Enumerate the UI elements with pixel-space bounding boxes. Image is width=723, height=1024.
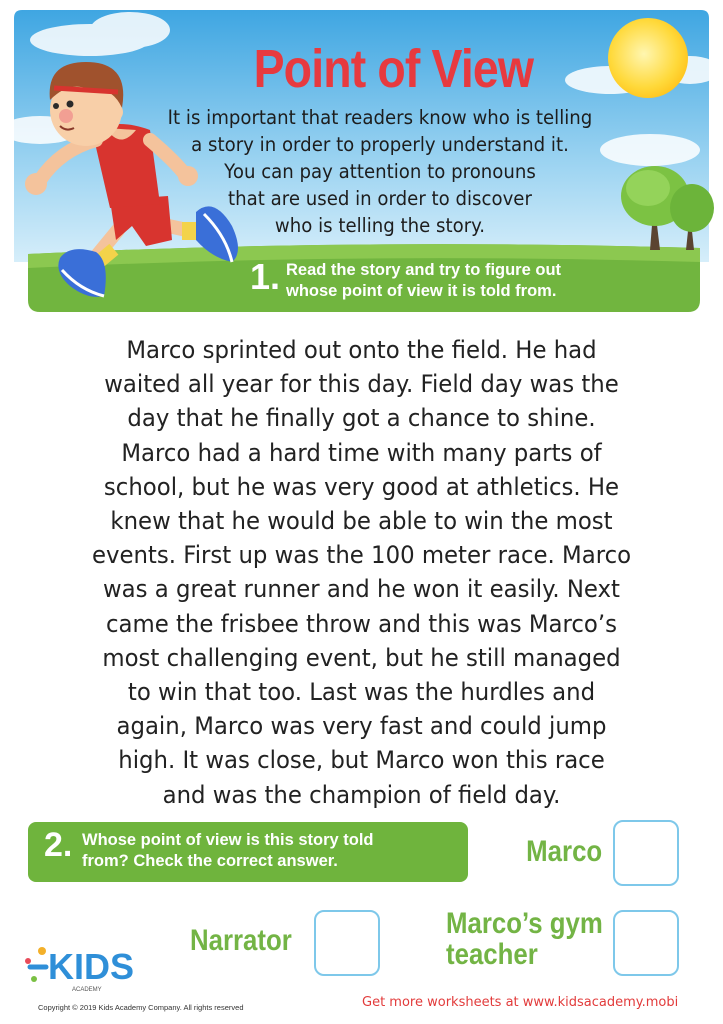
header-banner bbox=[0, 0, 723, 320]
question2-number: 2. bbox=[44, 826, 73, 864]
story-line: to win that too. Last was the hurdles and bbox=[127, 678, 596, 707]
checkbox-narrator[interactable] bbox=[314, 910, 380, 976]
answer-label-narrator: Narrator bbox=[190, 924, 292, 957]
page-title: Point of View bbox=[253, 39, 534, 99]
question2-text bbox=[82, 830, 374, 872]
checkbox-gym-teacher[interactable] bbox=[613, 910, 679, 976]
story-line: knew that he would be able to win the most bbox=[110, 507, 613, 536]
answer-line: teacher bbox=[446, 938, 538, 971]
kids-academy-logo bbox=[22, 935, 142, 999]
story-line: high. It was close, but Marco won this race bbox=[118, 746, 605, 775]
logo-text: KIDS bbox=[48, 946, 135, 987]
story-line: and was the champion of field day. bbox=[162, 780, 561, 809]
task1-line: whose point of view it is told from. bbox=[286, 282, 557, 300]
question2-line: from? Check the correct answer. bbox=[82, 852, 338, 870]
question2-line: Whose point of view is this story told bbox=[82, 831, 374, 849]
task1-line: Read the story and try to figure out bbox=[286, 261, 562, 279]
intro-line: who is telling the story. bbox=[274, 214, 486, 237]
story-line: day that he finally got a chance to shine. bbox=[127, 404, 596, 433]
logo-star-icon bbox=[25, 947, 46, 982]
intro-line: You can pay attention to pronouns bbox=[224, 160, 536, 183]
story-line: waited all year for this day. Field day was the bbox=[104, 370, 619, 399]
checkbox-marco[interactable] bbox=[613, 820, 679, 886]
story-line: Marco had a hard time with many parts of bbox=[121, 438, 602, 467]
answer-label-marco: Marco bbox=[526, 835, 603, 868]
intro-line: It is important that readers know who is telling bbox=[167, 106, 593, 129]
story-line: was a great runner and he won it easily. Next bbox=[103, 575, 620, 604]
intro-line: that are used in order to discover bbox=[228, 187, 532, 210]
story-line: events. First up was the 100 meter race. Marco bbox=[91, 541, 632, 570]
story-line: most challenging event, but he still managed bbox=[102, 643, 621, 672]
story-line: Marco sprinted out onto the field. He had bbox=[126, 336, 597, 364]
logo-subtext: ACADEMY bbox=[72, 987, 102, 993]
intro-line: a story in order to properly understand it. bbox=[191, 133, 569, 156]
story-line: came the frisbee throw and this was Marco’s bbox=[105, 609, 618, 638]
intro-text bbox=[157, 104, 603, 239]
story-text bbox=[47, 333, 677, 812]
task1-instruction bbox=[286, 260, 561, 302]
copyright-text: Copyright © 2019 Kids Academy Company. All rights reserved bbox=[38, 1003, 244, 1012]
answer-label-gym-teacher bbox=[446, 908, 603, 970]
story-line: school, but he was very good at athletics. He bbox=[103, 472, 620, 501]
story-line: again, Marco was very fast and could jump bbox=[116, 712, 607, 741]
answer-line: Marco’s gym bbox=[446, 907, 603, 940]
task1-number: 1. bbox=[250, 256, 281, 297]
footer-link[interactable]: Get more worksheets at www.kidsacademy.mobi bbox=[362, 995, 679, 1010]
